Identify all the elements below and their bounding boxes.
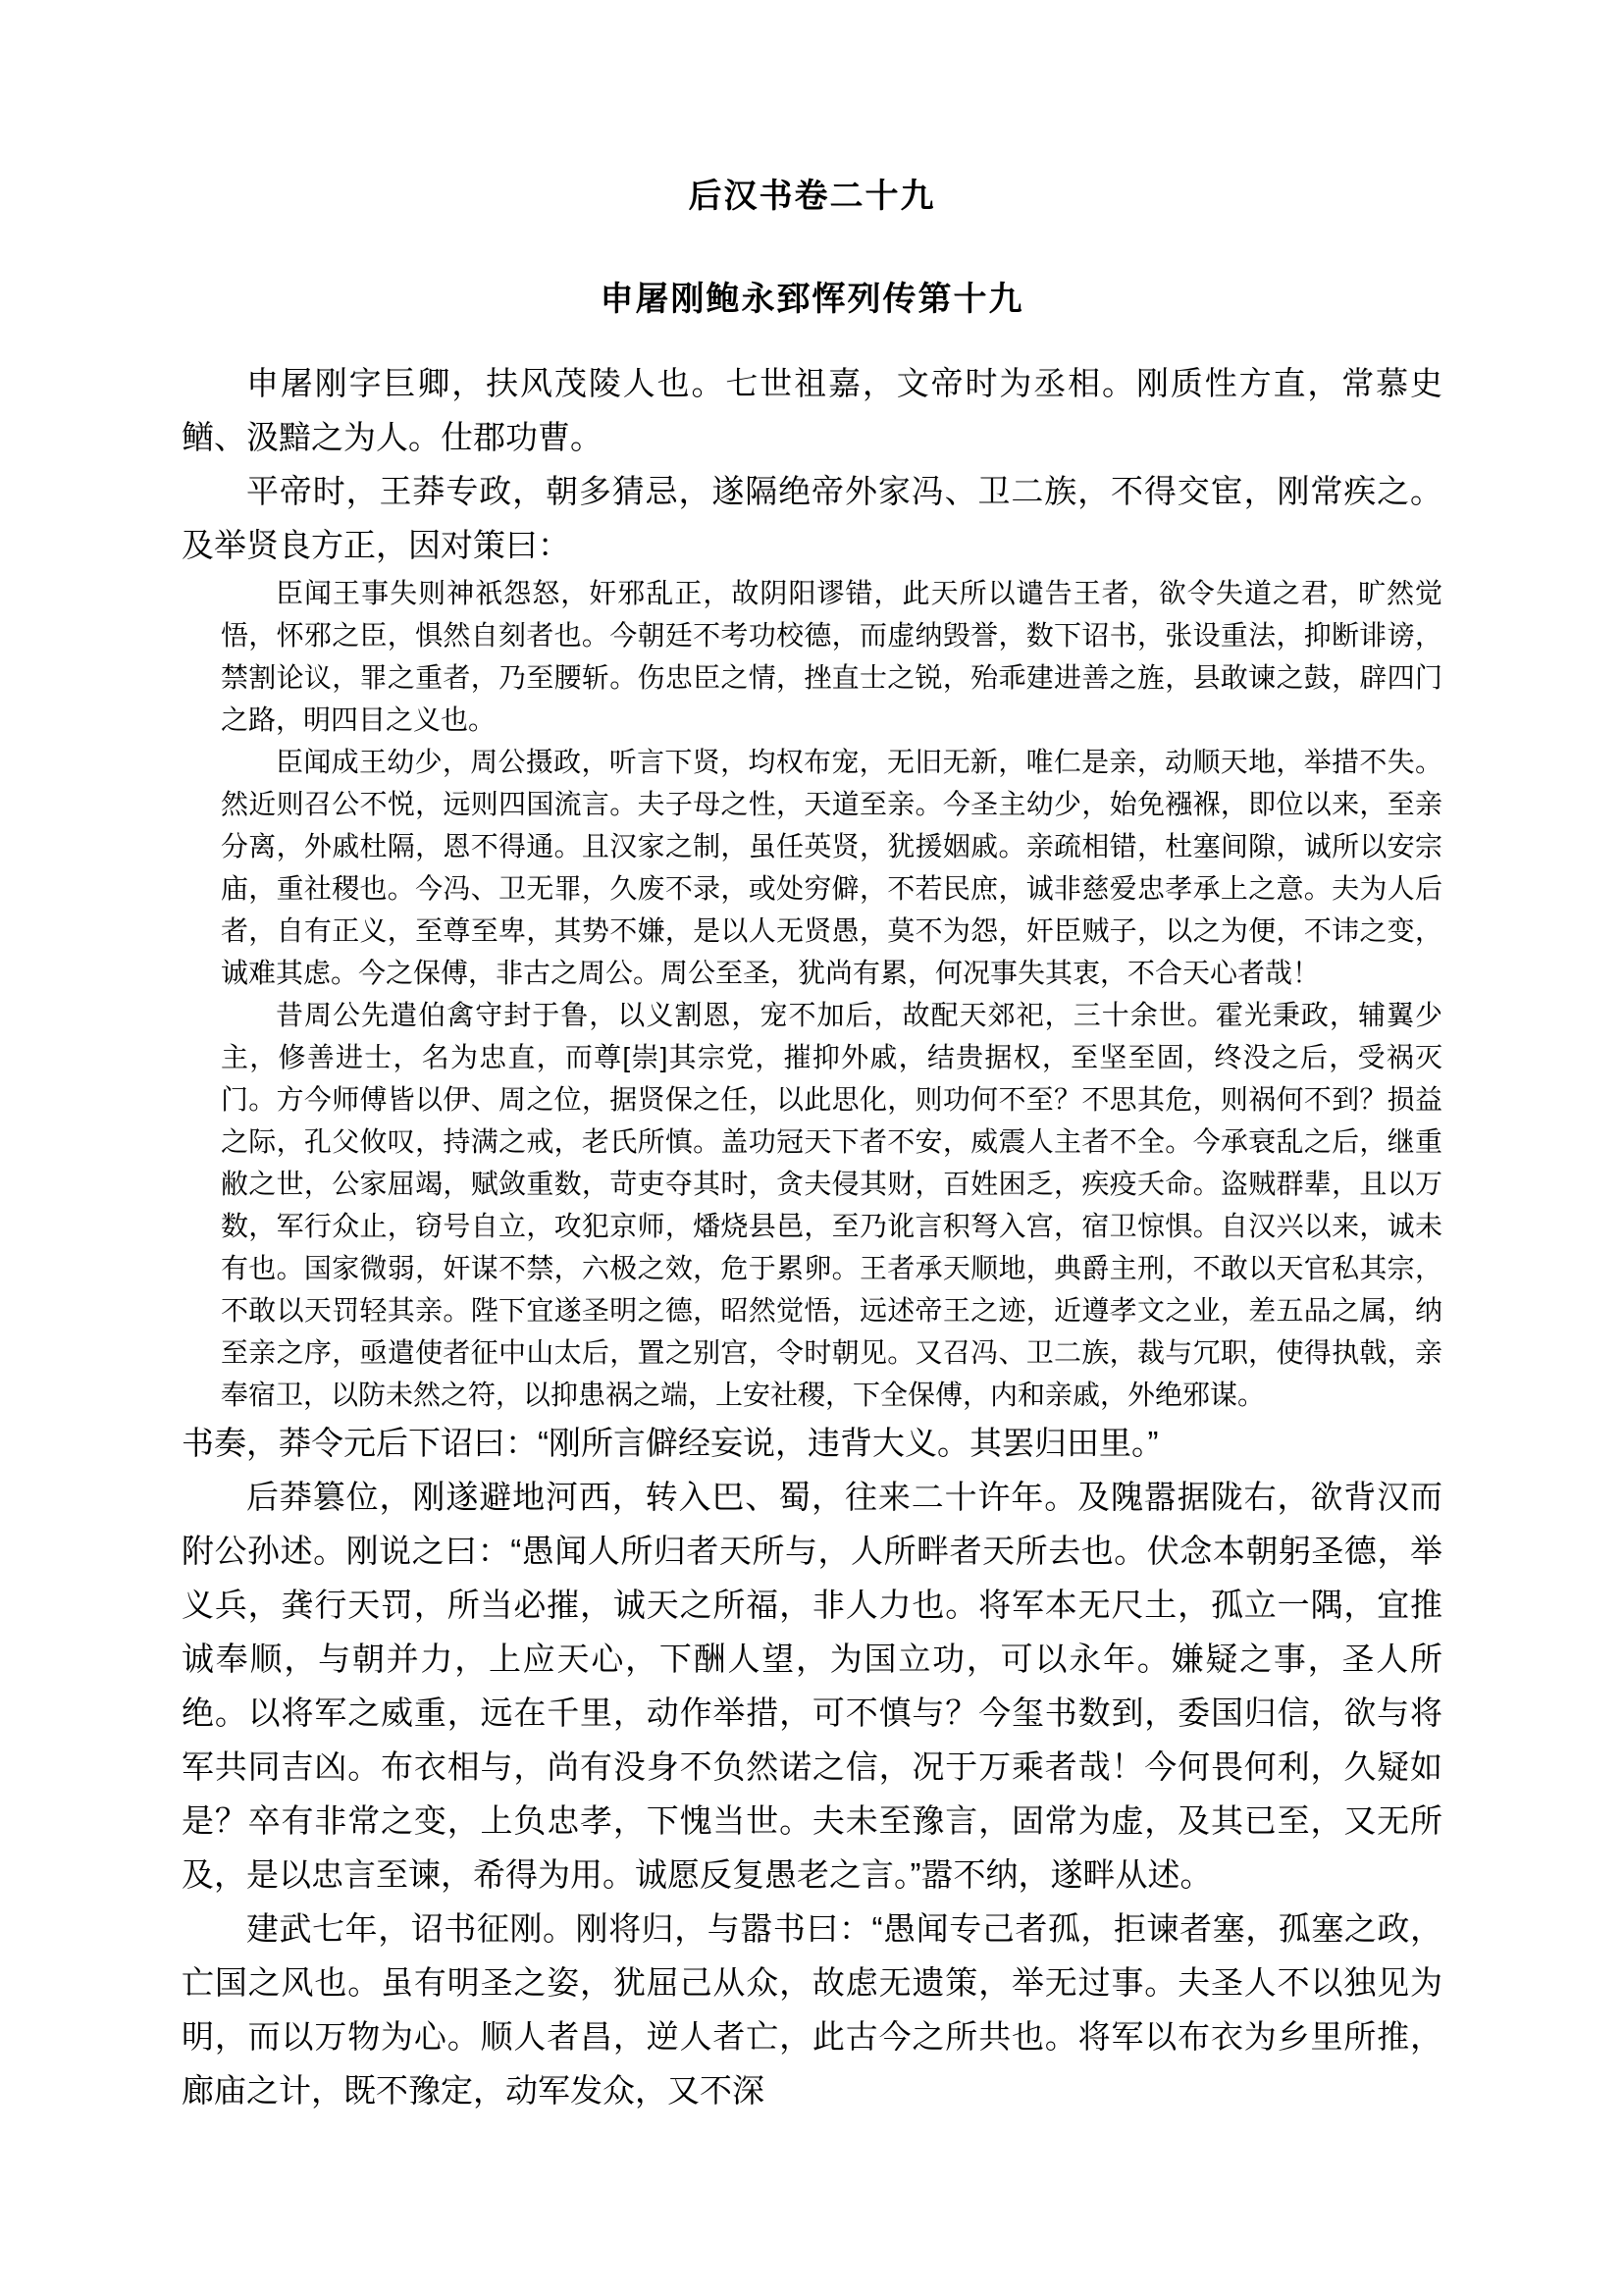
body-paragraph: 建武七年，诏书征刚。刚将归，与嚣书曰：“愚闻专己者孤，拒谏者塞，孤塞之政，亡国之风也。虽有明圣之姿，犹屈己从众，故虑无遗策，举无过事。夫圣人不以独见为明，而以万物为心。顺人者昌，逆人者亡，此古今之所共也。将军以布衣为乡里所推，廊庙之计，既不豫定，动军发众，又不深 xyxy=(182,1910,1442,2109)
document-body xyxy=(182,356,1442,2117)
chapter-title: 申屠刚鲍永郅恽列传第十九 xyxy=(600,281,1024,318)
memorial-quote: 昔周公先遣伯禽守封于鲁，以义割恩，宠不加后，故配天郊祀，三十余世。霍光秉政，辅翼少主，修善进士，名为忠直，而尊[崇]其宗党，摧抑外戚，结贵据权，至坚至固，终没之后，受祸灭门。方今师傅皆以伊、周之位，据贤保之任，以此思化，则功何不至？不思其危，则祸何不到？损益之际，孔父攸叹，持满之戒，老氏所慎。盖功冠天下者不安，威震人主者不全。今承衰乱之后，继重敝之世，公家屈竭，赋敛重数，苛吏夺其时，贪夫侵其财，百姓困乏，疾疫夭命。盗贼群辈，且以万数，军行众止，窃号自立，攻犯京师，燔烧县邑，至乃讹言积弩入宫，宿卫惊惧。自汉兴以来，诚未有也。国家微弱，奸谋不禁，六极之效，危于累卵。王者承天顺地，典爵主刑，不敢以天官私其宗，不敢以天罚轻其亲。陛下宜遂圣明之德，昭然觉悟，远述帝王之迹，近遵孝文之业，差五品之属，纳至亲之序，亟遣使者征中山太后，置之别宫，令时朝见。又召冯、卫二族，裁与冗职，使得执戟，亲奉宿卫，以防未然之符，以抑患祸之端，上安社稷，下全保傅，内和亲戚，外绝邪谋。 xyxy=(221,1000,1442,1410)
body-paragraph: 书奏，莽令元后下诏曰：“刚所言僻经妄说，违背大义。其罢归田里。” xyxy=(182,1425,1159,1461)
volume-title: 后汉书卷二十九 xyxy=(688,178,936,215)
body-paragraph: 平帝时，王莽专政，朝多猜忌，遂隔绝帝外家冯、卫二族，不得交宦，刚常疾之。及举贤良方正，因对策曰： xyxy=(182,473,1442,563)
memorial-quote: 臣闻王事失则神祇怨怒，奸邪乱正，故阴阳谬错，此天所以谴告王者，欲令失道之君，旷然觉悟，怀邪之臣，惧然自刻者也。今朝廷不考功校德，而虚纳毁誉，数下诏书，张设重法，抑断诽谤，禁割论议，罪之重者，乃至腰斩。伤忠臣之情，挫直士之锐，殆乖建进善之旌，县敢谏之鼓，辟四门之路，明四目之义也。 xyxy=(221,578,1442,735)
body-paragraph: 后莽篡位，刚遂避地河西，转入巴、蜀，往来二十许年。及隗嚣据陇右，欲背汉而附公孙述。刚说之曰：“愚闻人所归者天所与，人所畔者天所去也。伏念本朝躬圣德，举义兵，龚行天罚，所当必摧，诚天之所福，非人力也。将军本无尺土，孤立一隅，宜推诚奉顺，与朝并力，上应天心，下酬人望，为国立功，可以永年。嫌疑之事，圣人所绝。以将军之威重，远在千里，动作举措，可不慎与？今玺书数到，委国归信，欲与将军共同吉凶。布衣相与，尚有没身不负然诺之信，况于万乘者哉！今何畏何利，久疑如是？卒有非常之变，上负忠孝，下愧当世。夫未至豫言，固常为虚，及其已至，又无所及，是以忠言至谏，希得为用。诚愿反复愚老之言。”嚣不纳，遂畔从述。 xyxy=(182,1479,1442,1893)
memorial-quote: 臣闻成王幼少，周公摄政，听言下贤，均权布宠，无旧无新，唯仁是亲，动顺天地，举措不失。然近则召公不悦，远则四国流言。夫子母之性，天道至亲。今圣主幼少，始免襁褓，即位以来，至亲分离，外戚杜隔，恩不得通。且汉家之制，虽任英贤，犹援姻戚。亲疏相错，杜塞间隙，诚所以安宗庙，重社稷也。今冯、卫无罪，久废不录，或处穷僻，不若民庶，诚非慈爱忠孝承上之意。夫为人后者，自有正义，至尊至卑，其势不嫌，是以人无贤愚，莫不为怨，奸臣贼子，以之为便，不讳之变，诚难其虑。今之保傅，非古之周公。周公至圣，犹尚有累，何况事失其衷，不合天心者哉！ xyxy=(221,747,1442,988)
body-paragraph: 申屠刚字巨卿，扶风茂陵人也。七世祖嘉，文帝时为丞相。刚质性方直，常慕史䲡、汲黯之为人。仕郡功曹。 xyxy=(182,365,1442,455)
